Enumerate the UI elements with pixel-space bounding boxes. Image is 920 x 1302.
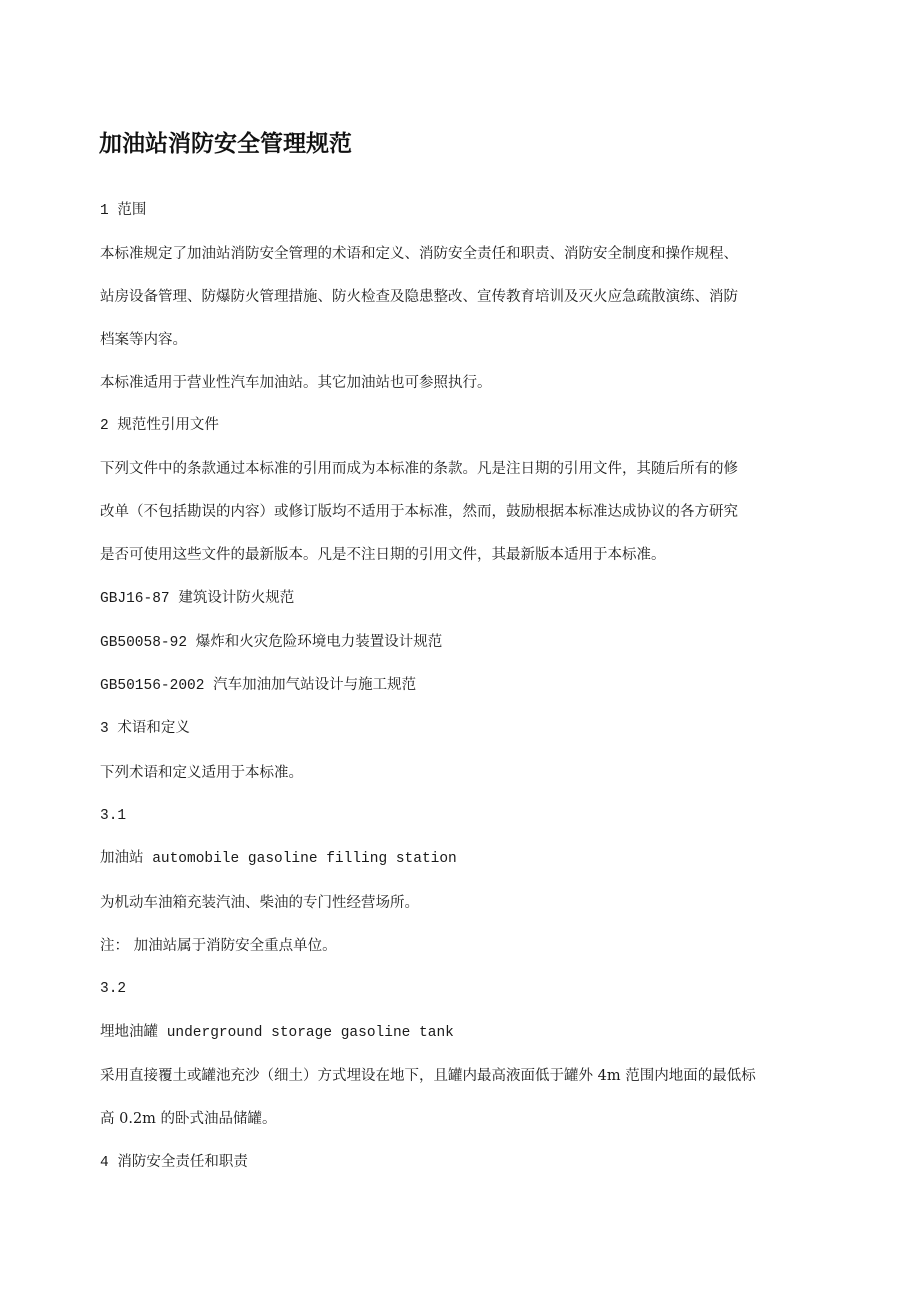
section-heading-scope: 1 范围 xyxy=(100,203,147,219)
reference-item: GBJ16-87 建筑设计防火规范 xyxy=(100,591,295,607)
term-number: 3.1 xyxy=(100,808,127,824)
scope-paragraph-line: 站房设备管理、防爆防火管理措施、防火检查及隐患整改、宣传教育培训及灭火应急疏散演练、消防 xyxy=(100,289,738,305)
term-definition-line: 采用直接覆土或罐池充沙（细土）方式埋设在地下，且罐内最高液面低于罐外 4m 范围内地面的最低标 xyxy=(100,1068,756,1084)
term-number: 3.2 xyxy=(100,981,127,997)
scope-paragraph-line: 本标准规定了加油站消防安全管理的术语和定义、消防安全责任和职责、消防安全制度和操作规程、 xyxy=(100,246,738,262)
scope-applicability-line: 本标准适用于营业性汽车加油站。其它加油站也可参照执行。 xyxy=(100,375,492,391)
references-paragraph-line: 是否可使用这些文件的最新版本。凡是不注日期的引用文件，其最新版本适用于本标准。 xyxy=(100,547,666,563)
term-note-line: 注： 加油站属于消防安全重点单位。 xyxy=(100,938,337,954)
reference-item: GB50156-2002 汽车加油加气站设计与施工规范 xyxy=(100,678,417,694)
references-paragraph-line: 下列文件中的条款通过本标准的引用而成为本标准的条款。凡是注日期的引用文件，其随后所有的修 xyxy=(100,461,738,477)
references-paragraph-line: 改单（不包括勘误的内容）或修订版均不适用于本标准，然而，鼓励根据本标准达成协议的各方研究 xyxy=(100,504,738,520)
section-heading-normative-references: 2 规范性引用文件 xyxy=(100,418,219,434)
scope-paragraph-line: 档案等内容。 xyxy=(100,332,187,348)
term-definition-line: 为机动车油箱充装汽油、柴油的专门性经营场所。 xyxy=(100,895,419,911)
term-name: 埋地油罐 underground storage gasoline tank xyxy=(100,1025,454,1041)
reference-item: GB50058-92 爆炸和火灾危险环境电力装置设计规范 xyxy=(100,635,443,651)
section-heading-terms: 3 术语和定义 xyxy=(100,721,190,737)
term-name: 加油站 automobile gasoline filling station xyxy=(100,851,457,867)
page-title: 加油站消防安全管理规范 xyxy=(99,130,352,157)
terms-intro-line: 下列术语和定义适用于本标准。 xyxy=(100,765,303,781)
section-heading-responsibilities: 4 消防安全责任和职责 xyxy=(100,1155,248,1171)
term-definition-line: 高 0.2m 的卧式油品储罐。 xyxy=(100,1111,277,1127)
